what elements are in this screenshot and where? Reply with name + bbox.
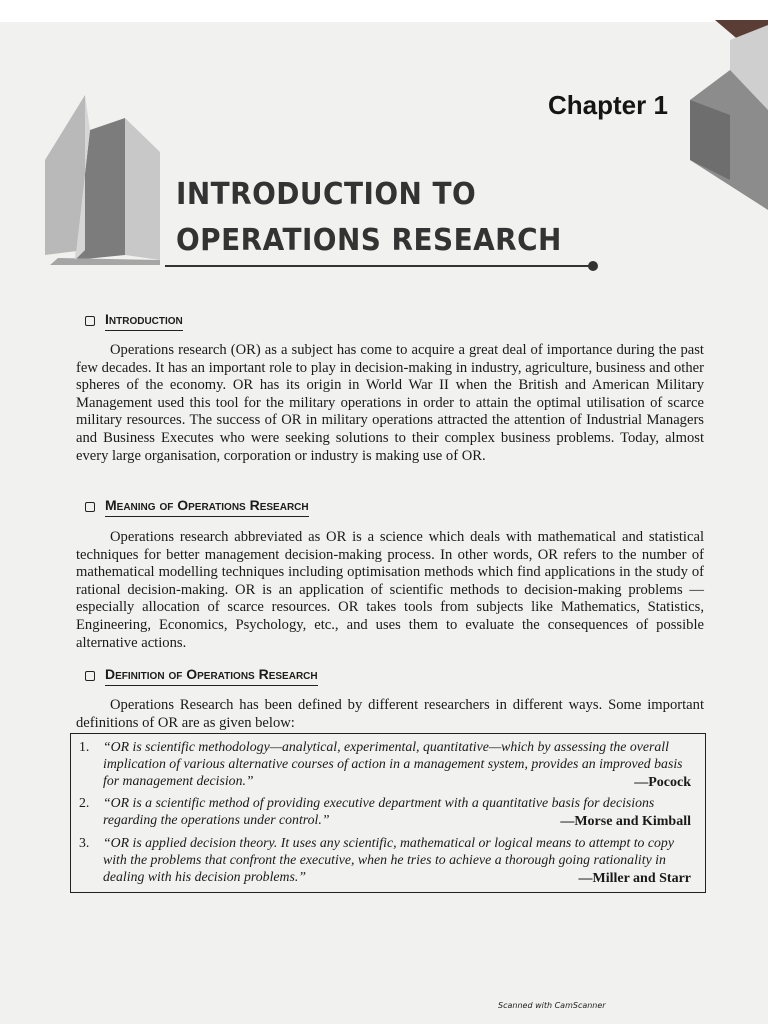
section-heading-text: Introduction: [105, 311, 183, 331]
checkbox-bullet-icon: [85, 671, 95, 681]
section-heading-text: Definition of Operations Research: [105, 666, 318, 686]
section-heading-definition: [85, 666, 318, 686]
definitions-box: [70, 733, 706, 893]
title-underline-dot: [588, 261, 598, 271]
chapter-title-line-2: OPERATIONS RESEARCH: [176, 223, 562, 258]
definition-quote: “OR is scientific methodology—analytical, experimental, quantitative—which by assessing the overall implication of various alternative courses of action in a management system, provides an improved basis for management decision.”: [103, 739, 683, 788]
section-heading-text: Meaning of Operations Research: [105, 497, 309, 517]
meaning-paragraph: Operations research abbreviated as OR is a science which deals with mathematical and statistical techniques for better management decision-making process. In other words, OR refers to the number of mathematical modelling techniques including optimisation methods which find applications in the study of rational decision-making. OR is an application of scientific methods to decision-making problems — especially allocation of scarce resources. OR takes tools from subjects like Mathematics, Statistics, Engineering, Economics, Psychology, etc., and uses them to evaluate the consequences of possible alternative actions.: [76, 529, 704, 651]
definition-number: 3.: [79, 835, 90, 850]
definition-quote: “OR is a scientific method of providing executive department with a quantitative basis for decisions regarding the operations under control.”: [103, 795, 655, 827]
chapter-decoration-left: [40, 90, 165, 265]
definition-author: —Morse and Kimball: [560, 814, 691, 829]
top-margin-band: [0, 0, 768, 22]
chapter-decoration-right: [690, 20, 768, 210]
chapter-title: [176, 172, 562, 264]
scanner-watermark: Scanned with CamScanner: [498, 1001, 606, 1010]
section-heading-introduction: [85, 311, 183, 331]
definition-number: 1.: [79, 739, 90, 754]
title-underline: [165, 265, 592, 267]
section-heading-meaning: [85, 497, 309, 517]
checkbox-bullet-icon: [85, 316, 95, 326]
checkbox-bullet-icon: [85, 502, 95, 512]
definition-quote: “OR is applied decision theory. It uses any scientific, mathematical or logical means to attempt to copy with the problems that confront the executive, when he tries to achieve a thorough going rationality in dealing with his decision problems.”: [103, 835, 674, 884]
definition-paragraph: Operations Research has been defined by different researchers in different ways. Some important definitions of OR are as given below:: [76, 697, 704, 731]
chapter-label: Chapter 1: [548, 90, 668, 120]
definition-author: —Miller and Starr: [578, 871, 691, 886]
chapter-title-line-1: INTRODUCTION TO: [176, 177, 477, 212]
definition-author: —Pocock: [634, 775, 691, 790]
definition-item: [79, 834, 699, 888]
introduction-paragraph: Operations research (OR) as a subject has come to acquire a great deal of importance during the past few decades. It has an important role to play in decision-making in industry, agriculture, business and other spheres of the economy. OR has its origin in World War II when the British and American Military Management used this tool for the military operations in order to attain the optimal utilisation of scarce military resources. The success of OR in military operations attracted the attention of Industrial Managers and Business Executes who were seeking solutions to their complex business problems. Today, almost every large organisation, corporation or industry is making use of OR.: [76, 342, 704, 464]
definition-number: 2.: [79, 795, 90, 810]
definition-item: [79, 738, 699, 790]
definition-item: [79, 794, 699, 830]
